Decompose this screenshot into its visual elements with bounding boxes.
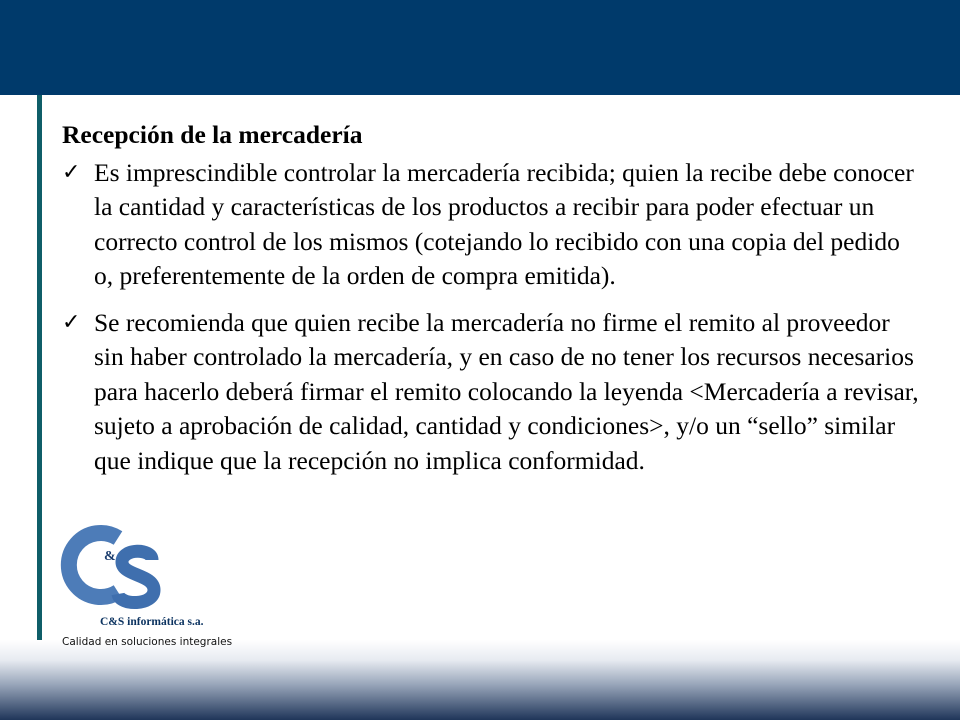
cs-logo-icon: [60, 520, 170, 615]
check-icon: ✓: [62, 309, 81, 335]
header-bar: [0, 0, 960, 95]
svg-text:&: &: [104, 549, 116, 564]
left-accent-rule: [37, 95, 42, 685]
bullet-text: Es imprescindible controlar la mercadería recibida; quien la recibe debe conocer la cantidad y características de los productos a recibir para poder efectuar un correcto control de los mismos (cotejando lo recibido con una copia del pedido o, preferentemente de la orden de compra emitida).: [94, 157, 914, 290]
bullet-item: [62, 306, 922, 479]
check-icon: ✓: [62, 159, 81, 185]
logo-tagline: Calidad en soluciones integrales: [62, 636, 233, 648]
logo-company-name: C&S informática s.a.: [100, 616, 204, 628]
bullet-item: [62, 156, 922, 294]
company-logo: [60, 520, 240, 650]
slide-heading: Recepción de la mercadería: [62, 120, 363, 149]
bullet-text: Se recomienda que quien recibe la mercadería no firme el remito al proveedor sin haber controlado la mercadería, y en caso de no tener los recursos necesarios para hacerlo deberá firmar el remito colocando la leyenda <Mercadería a revisar, sujeto a aprobación de calidad, cantidad y condiciones>, y/o un “sello” similar que indique que la recepción no implica conformidad.: [94, 307, 919, 475]
footer-gradient: [0, 640, 960, 720]
slide-content: [62, 118, 922, 478]
